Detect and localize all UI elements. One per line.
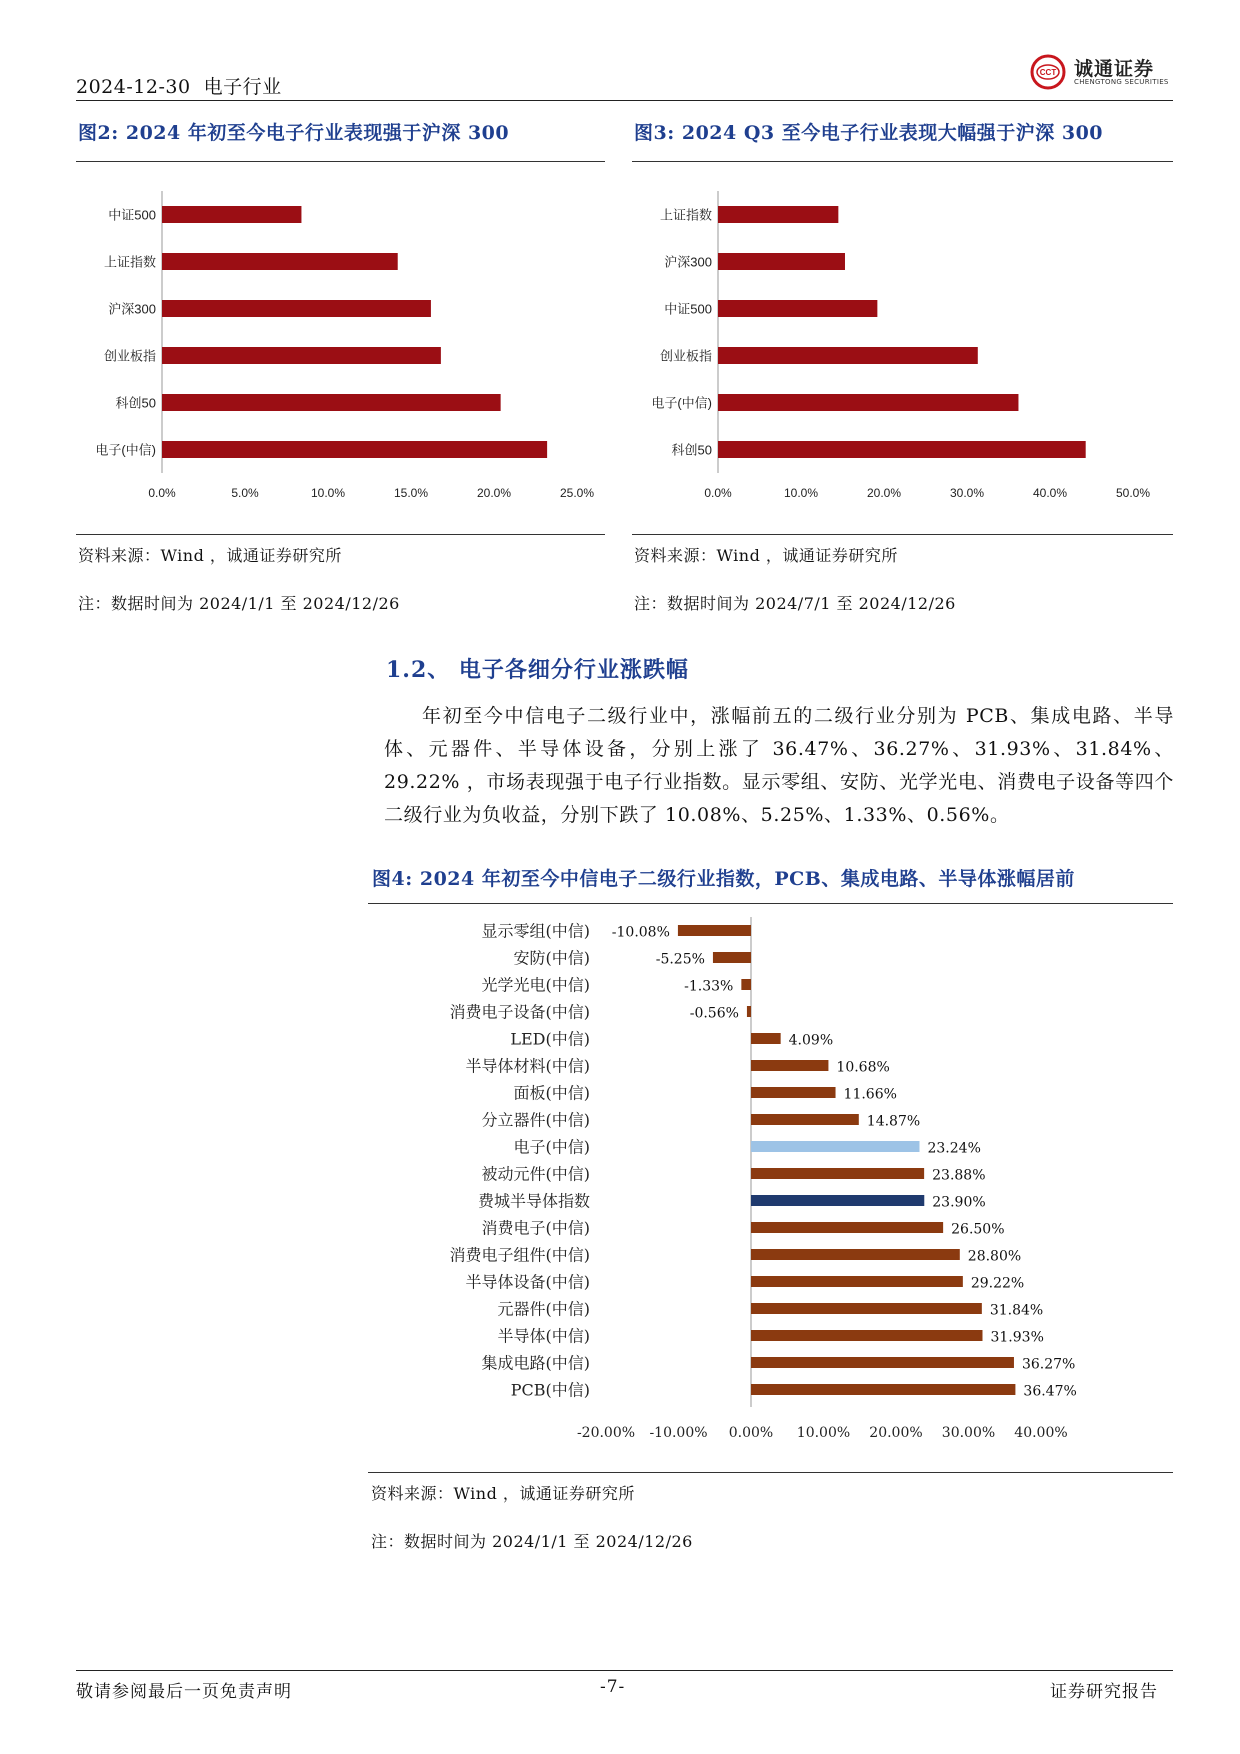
fig4-tick-label: 20.00% — [869, 1425, 923, 1441]
fig4-value-label: 10.68% — [836, 1059, 890, 1076]
fig4-category-label: 显示零组(中信) — [481, 921, 590, 941]
fig4-value-label: 31.84% — [989, 1302, 1044, 1319]
fig4-bar — [751, 1195, 924, 1206]
fig4-value-label: 14.87% — [866, 1113, 921, 1130]
fig3-g-tick-label: 20.0% — [866, 486, 902, 500]
fig4-category-label: 半导体设备(中信) — [465, 1272, 590, 1292]
fig4-category-label: LED(中信) — [510, 1029, 590, 1049]
fig4-bar — [678, 925, 751, 936]
fig2-note: 注：数据时间为 2024/1/1 至 2024/12/26 — [78, 594, 400, 613]
fig4-tick-label: 10.00% — [796, 1425, 851, 1441]
footer-divider — [76, 1670, 1173, 1671]
fig4-bar — [747, 1006, 751, 1017]
fig4-category-label: 安防(中信) — [513, 948, 590, 968]
fig4-value-label: 28.80% — [967, 1248, 1022, 1265]
fig4-bottom-rule — [368, 1472, 1173, 1473]
fig4-value-label: -0.56% — [689, 1005, 739, 1022]
fig2-g-bar — [162, 300, 431, 317]
fig4-category-label: 集成电路(中信) — [481, 1353, 590, 1373]
fig4-chart — [368, 915, 1173, 1445]
fig4-bar — [751, 1249, 960, 1260]
fig4-bar — [751, 1303, 982, 1314]
fig2-bottom-rule — [76, 534, 605, 535]
fig2-g-category-label: 电子(中信) — [95, 442, 156, 458]
fig4-category-label: 消费电子设备(中信) — [449, 1002, 590, 1022]
fig4-category-label: 费城半导体指数 — [477, 1191, 590, 1211]
fig4-bar — [741, 979, 751, 990]
fig3-g-bar — [718, 394, 1018, 411]
fig4-category-label: 元器件(中信) — [497, 1299, 590, 1319]
fig4-bar — [751, 1168, 924, 1179]
fig3-g-bar — [718, 206, 838, 223]
fig2-g-tick-label: 20.0% — [476, 486, 512, 500]
fig4-bar — [751, 1357, 1014, 1368]
fig4-bar — [751, 1033, 781, 1044]
logo-text-en: CHENGTONG SECURITIES — [1074, 78, 1169, 86]
fig3-g-bar — [718, 347, 978, 364]
fig4-value-label: 31.93% — [990, 1329, 1044, 1346]
fig4-value-label: 23.24% — [927, 1140, 981, 1157]
fig4-category-label: PCB(中信) — [510, 1380, 590, 1400]
fig3-g-tick-label: 30.0% — [949, 486, 985, 500]
logo-mark-icon — [1030, 54, 1070, 94]
header-divider — [76, 100, 1173, 101]
fig4-bar — [751, 1060, 828, 1071]
fig2-source: 资料来源：Wind ，诚通证券研究所 — [78, 546, 342, 565]
fig3-chart — [632, 185, 1173, 515]
fig2-g-tick-label: 15.0% — [393, 486, 429, 500]
fig2-g-bar — [162, 347, 441, 364]
fig2-g-tick-label: 25.0% — [559, 486, 595, 500]
fig3-g-category-label: 创业板指 — [659, 348, 712, 364]
fig3-g-category-label: 上证指数 — [659, 207, 712, 223]
fig3-g-tick-label: 10.0% — [783, 486, 819, 500]
fig4-tick-label: -20.00% — [576, 1425, 636, 1441]
logo-text-cn: 诚通证券 — [1074, 58, 1155, 80]
footer-disclaimer: 敬请参阅最后一页免责声明 — [76, 1682, 292, 1702]
fig4-category-label: 电子(中信) — [513, 1137, 590, 1157]
fig4-tick-label: 30.00% — [941, 1425, 996, 1441]
fig4-value-label: 26.50% — [951, 1221, 1005, 1238]
fig2-g-bar — [162, 394, 501, 411]
fig4-category-label: 被动元件(中信) — [481, 1164, 590, 1184]
fig3-g-category-label: 沪深300 — [664, 254, 712, 270]
fig4-tick-label: -10.00% — [649, 1425, 708, 1441]
fig4-bar — [751, 1222, 943, 1233]
section-paragraph-text: 年初至今中信电子二级行业中，涨幅前五的二级行业分别为 PCB、集成电路、半导体、元器件、半导体设备，分别上涨了 36.47%、36.27%、31.93%、31.84%、29.22% ，市场表现强于电子行业指数。显示零组、安防、光学光电、消费电子设备等四个二级行业为负收益，分别下跌了 10.08%、5.25%、1.33%、0.56%。 — [384, 705, 1174, 826]
fig4-category-label: 面板(中信) — [513, 1083, 590, 1103]
fig4-value-label: 36.47% — [1023, 1383, 1077, 1400]
fig4-bar — [751, 1141, 919, 1152]
fig3-g-tick-label: 40.0% — [1032, 486, 1068, 500]
fig4-bar — [713, 952, 751, 963]
fig3-g-category-label: 科创50 — [671, 442, 712, 458]
fig4-bar — [751, 1114, 859, 1125]
fig3-title: 图3: 2024 Q3 至今电子行业表现大幅强于沪深 300 — [634, 122, 1104, 144]
fig3-g-category-label: 电子(中信) — [651, 395, 712, 411]
fig4-value-label: 23.90% — [932, 1194, 986, 1211]
fig4-source: 资料来源：Wind ，诚通证券研究所 — [371, 1484, 635, 1503]
fig4-value-label: -10.08% — [611, 924, 670, 941]
fig4-tick-label: 40.00% — [1014, 1425, 1068, 1441]
fig2-g-category-label: 科创50 — [115, 395, 156, 411]
fig2-g-category-label: 沪深300 — [108, 301, 156, 317]
fig2-g-category-label: 中证500 — [108, 207, 156, 223]
fig4-value-label: -1.33% — [684, 978, 734, 995]
fig3-g-bar — [718, 253, 845, 270]
section-title: 1.2、 电子各细分行业涨跌幅 — [386, 657, 689, 683]
fig4-category-label: 半导体材料(中信) — [465, 1056, 590, 1076]
fig2-chart — [76, 185, 605, 515]
fig4-title: 图4: 2024 年初至今中信电子二级行业指数，PCB、集成电路、半导体涨幅居前 — [372, 868, 1075, 890]
page-number: -7- — [600, 1677, 626, 1697]
fig4-category-label: 半导体(中信) — [497, 1326, 590, 1346]
fig4-value-label: 4.09% — [788, 1032, 834, 1049]
header-date: 2024-12-30 — [76, 76, 191, 98]
fig4-value-label: 11.66% — [843, 1086, 897, 1103]
fig3-source: 资料来源：Wind ，诚通证券研究所 — [634, 546, 898, 565]
fig4-category-label: 消费电子组件(中信) — [449, 1245, 590, 1265]
fig4-category-label: 分立器件(中信) — [481, 1110, 590, 1130]
fig4-top-rule — [368, 903, 1173, 904]
fig3-bottom-rule — [632, 534, 1173, 535]
logo-mark-text: CCT — [1039, 68, 1057, 77]
fig2-g-bar — [162, 441, 547, 458]
fig4-value-label: -5.25% — [655, 951, 705, 968]
section-paragraph — [384, 700, 1174, 832]
fig4-category-label: 光学光电(中信) — [481, 975, 590, 995]
fig4-value-label: 36.27% — [1021, 1356, 1076, 1373]
fig4-note: 注：数据时间为 2024/1/1 至 2024/12/26 — [371, 1532, 693, 1551]
fig4-bar — [751, 1087, 836, 1098]
fig2-g-tick-label: 5.0% — [231, 486, 259, 500]
fig4-bar — [751, 1384, 1015, 1395]
fig2-title: 图2: 2024 年初至今电子行业表现强于沪深 300 — [78, 122, 510, 144]
fig3-g-category-label: 中证500 — [664, 301, 712, 317]
fig4-value-label: 29.22% — [970, 1275, 1025, 1292]
fig3-g-bar — [718, 300, 877, 317]
fig3-g-tick-label: 50.0% — [1115, 486, 1151, 500]
fig4-bar — [751, 1330, 982, 1341]
footer-report-type: 证券研究报告 — [1050, 1682, 1158, 1702]
fig2-top-rule — [76, 161, 605, 162]
fig3-note: 注：数据时间为 2024/7/1 至 2024/12/26 — [634, 594, 956, 613]
fig3-top-rule — [632, 161, 1173, 162]
header-industry: 电子行业 — [203, 76, 282, 98]
header-date-industry — [76, 72, 282, 99]
fig2-g-category-label: 上证指数 — [103, 254, 156, 270]
fig4-bar — [751, 1276, 963, 1287]
fig2-g-bar — [162, 253, 398, 270]
fig2-g-bar — [162, 206, 301, 223]
company-logo — [1030, 54, 1180, 94]
fig4-tick-label: 0.00% — [728, 1425, 774, 1441]
fig4-category-label: 消费电子(中信) — [481, 1218, 590, 1238]
fig3-g-tick-label: 0.0% — [704, 486, 732, 500]
fig2-g-tick-label: 10.0% — [310, 486, 346, 500]
fig2-g-tick-label: 0.0% — [148, 486, 176, 500]
fig2-g-category-label: 创业板指 — [103, 348, 156, 364]
fig4-value-label: 23.88% — [932, 1167, 986, 1184]
fig3-g-bar — [718, 441, 1086, 458]
